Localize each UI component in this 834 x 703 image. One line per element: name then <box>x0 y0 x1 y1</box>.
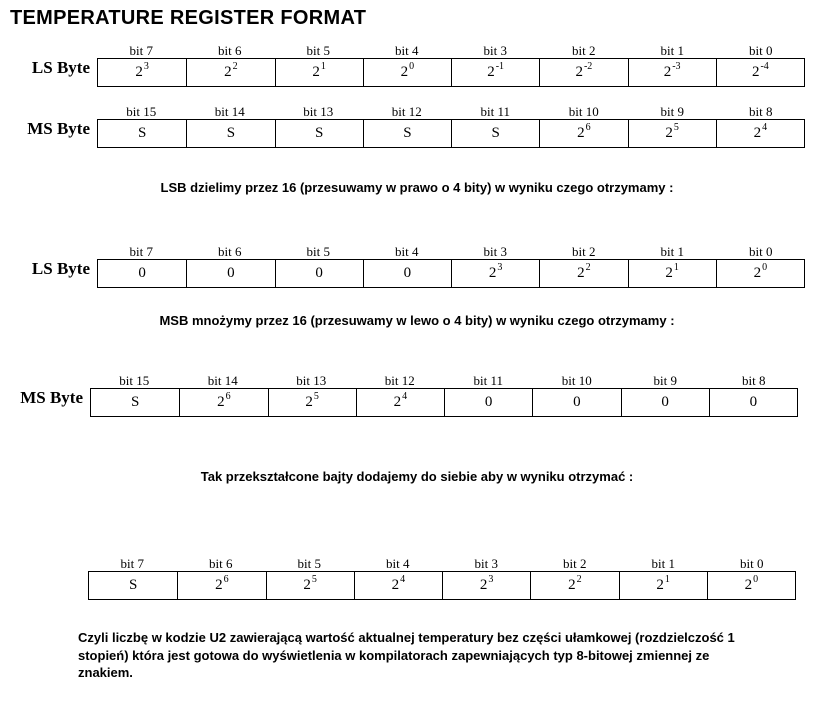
bit-label: bit 6 <box>209 556 233 571</box>
bit-cell: $2^2$ <box>539 260 627 287</box>
footer-line: znakiem. <box>78 665 133 680</box>
bit-cells-row <box>97 58 805 87</box>
bit-label: bit 2 <box>572 244 596 259</box>
bit-cell: $2^4$ <box>716 120 804 147</box>
bit-cell: $2^5$ <box>268 389 356 416</box>
bit-label: bit 14 <box>207 373 238 388</box>
footer-paragraph <box>78 629 820 682</box>
bit-cell: $2^1$ <box>275 59 363 86</box>
bit-cell: $2^3$ <box>451 260 539 287</box>
bit-label: bit 13 <box>303 104 334 119</box>
row-label: MS Byte <box>20 388 83 407</box>
bit-cell: $2^4$ <box>356 389 444 416</box>
bit-label: bit 11 <box>480 104 510 119</box>
bit-label: bit 5 <box>306 43 330 58</box>
bit-label: bit 15 <box>119 373 150 388</box>
bit-cell: $2^{-4}$ <box>716 59 804 86</box>
bit-cell: 0 <box>621 389 709 416</box>
footer-line: stopień) która jest gotowa do wyświetlenia w kompilatorach zapewniających typ 8-bitowej zmiennej ze <box>78 647 710 663</box>
bit-label: bit 2 <box>563 556 587 571</box>
caption-lsb-divide: LSB dzielimy przez 16 (przesuwamy w prawo o 4 bity) w wyniku czego otrzymamy : <box>160 180 674 195</box>
bit-label: bit 15 <box>126 104 157 119</box>
bit-cell: $2^0$ <box>716 260 804 287</box>
bit-cell: $2^6$ <box>177 572 265 599</box>
bit-label: bit 3 <box>474 556 498 571</box>
row-label: MS Byte <box>27 119 90 138</box>
register-table-result <box>88 556 796 600</box>
bit-label: bit 0 <box>749 244 773 259</box>
bit-cell: $2^0$ <box>363 59 451 86</box>
bit-cell: 0 <box>363 260 451 287</box>
bit-cell: S <box>130 394 140 410</box>
bit-cell: 0 <box>709 389 797 416</box>
footer-line: Czyli liczbę w kodzie U2 zawierającą wartość aktualnej temperatury bez części ułamkowej (rozdzielczość 1 <box>78 630 735 645</box>
bit-label: bit 4 <box>395 43 419 58</box>
bit-label: bit 9 <box>660 104 684 119</box>
bit-cell: $2^3$ <box>442 572 530 599</box>
bit-cell: 0 <box>532 389 620 416</box>
bit-labels-row <box>97 43 805 58</box>
bit-cell: $2^{-3}$ <box>628 59 716 86</box>
bit-cell: $2^4$ <box>354 572 442 599</box>
bit-label: bit 5 <box>306 244 330 259</box>
bit-label: bit 1 <box>660 244 684 259</box>
bit-label: bit 8 <box>749 104 773 119</box>
bit-labels-row <box>88 556 796 571</box>
register-table-ls-byte-after-divide <box>31 244 805 288</box>
bit-label: bit 7 <box>129 43 153 58</box>
bit-cell: 0 <box>186 260 274 287</box>
bit-cell: $2^3$ <box>135 61 149 80</box>
register-table-ms-byte-original <box>27 104 805 148</box>
bit-cell: $2^6$ <box>179 389 267 416</box>
bit-cells-row <box>97 119 805 148</box>
bit-label: bit 9 <box>653 373 677 388</box>
caption-sum-result: Tak przekształcone bajty dodajemy do siebie aby w wyniku otrzymać : <box>200 469 634 484</box>
register-table-ms-byte-after-multiply <box>20 373 798 417</box>
bit-cell: $2^0$ <box>707 572 795 599</box>
bit-cell: S <box>451 120 539 147</box>
row-label: LS Byte <box>31 58 90 77</box>
bit-labels-row <box>97 244 805 259</box>
bit-label: bit 4 <box>386 556 410 571</box>
bit-cell: S <box>137 125 147 141</box>
bit-label: bit 3 <box>483 244 507 259</box>
bit-cell: $2^2$ <box>186 59 274 86</box>
bit-labels-row <box>90 373 798 388</box>
bit-cell: $2^5$ <box>628 120 716 147</box>
bit-label: bit 4 <box>395 244 419 259</box>
bit-label: bit 12 <box>391 104 422 119</box>
bit-label: bit 1 <box>651 556 675 571</box>
bit-cell: $2^{-1}$ <box>451 59 539 86</box>
bit-cell: $2^1$ <box>619 572 707 599</box>
bit-label: bit 3 <box>483 43 507 58</box>
bit-cell: 0 <box>138 265 146 281</box>
bit-cell: $2^{-2}$ <box>539 59 627 86</box>
bit-label: bit 2 <box>572 43 596 58</box>
bit-label: bit 11 <box>473 373 503 388</box>
row-label: LS Byte <box>31 259 90 278</box>
register-table-ls-byte-original <box>31 43 805 87</box>
bit-cells-row <box>88 571 796 600</box>
bit-cell: S <box>128 577 138 593</box>
bit-label: bit 7 <box>129 244 153 259</box>
bit-cell: $2^5$ <box>266 572 354 599</box>
bit-label: bit 6 <box>218 244 242 259</box>
caption-msb-multiply: MSB mnożymy przez 16 (przesuwamy w lewo o 4 bity) w wyniku czego otrzymamy : <box>159 313 675 328</box>
bit-label: bit 12 <box>384 373 415 388</box>
bit-labels-row <box>97 104 805 119</box>
bit-cell: $2^6$ <box>539 120 627 147</box>
bit-label: bit 1 <box>660 43 684 58</box>
bit-cell: S <box>275 120 363 147</box>
bit-cell: 0 <box>275 260 363 287</box>
bit-label: bit 6 <box>218 43 242 58</box>
bit-label: bit 5 <box>297 556 321 571</box>
bit-label: bit 14 <box>214 104 245 119</box>
bit-label: bit 0 <box>740 556 764 571</box>
bit-cells-row <box>97 259 805 288</box>
bit-cell: S <box>363 120 451 147</box>
bit-cell: 0 <box>444 389 532 416</box>
bit-label: bit 7 <box>120 556 144 571</box>
bit-label: bit 10 <box>568 104 599 119</box>
bit-label: bit 10 <box>561 373 592 388</box>
bit-label: bit 13 <box>296 373 327 388</box>
bit-label: bit 8 <box>742 373 766 388</box>
bit-cell: S <box>186 120 274 147</box>
page-title: TEMPERATURE REGISTER FORMAT <box>10 7 367 29</box>
bit-cell: $2^2$ <box>530 572 618 599</box>
bit-cell: $2^1$ <box>628 260 716 287</box>
bit-label: bit 0 <box>749 43 773 58</box>
bit-cells-row <box>90 388 798 417</box>
